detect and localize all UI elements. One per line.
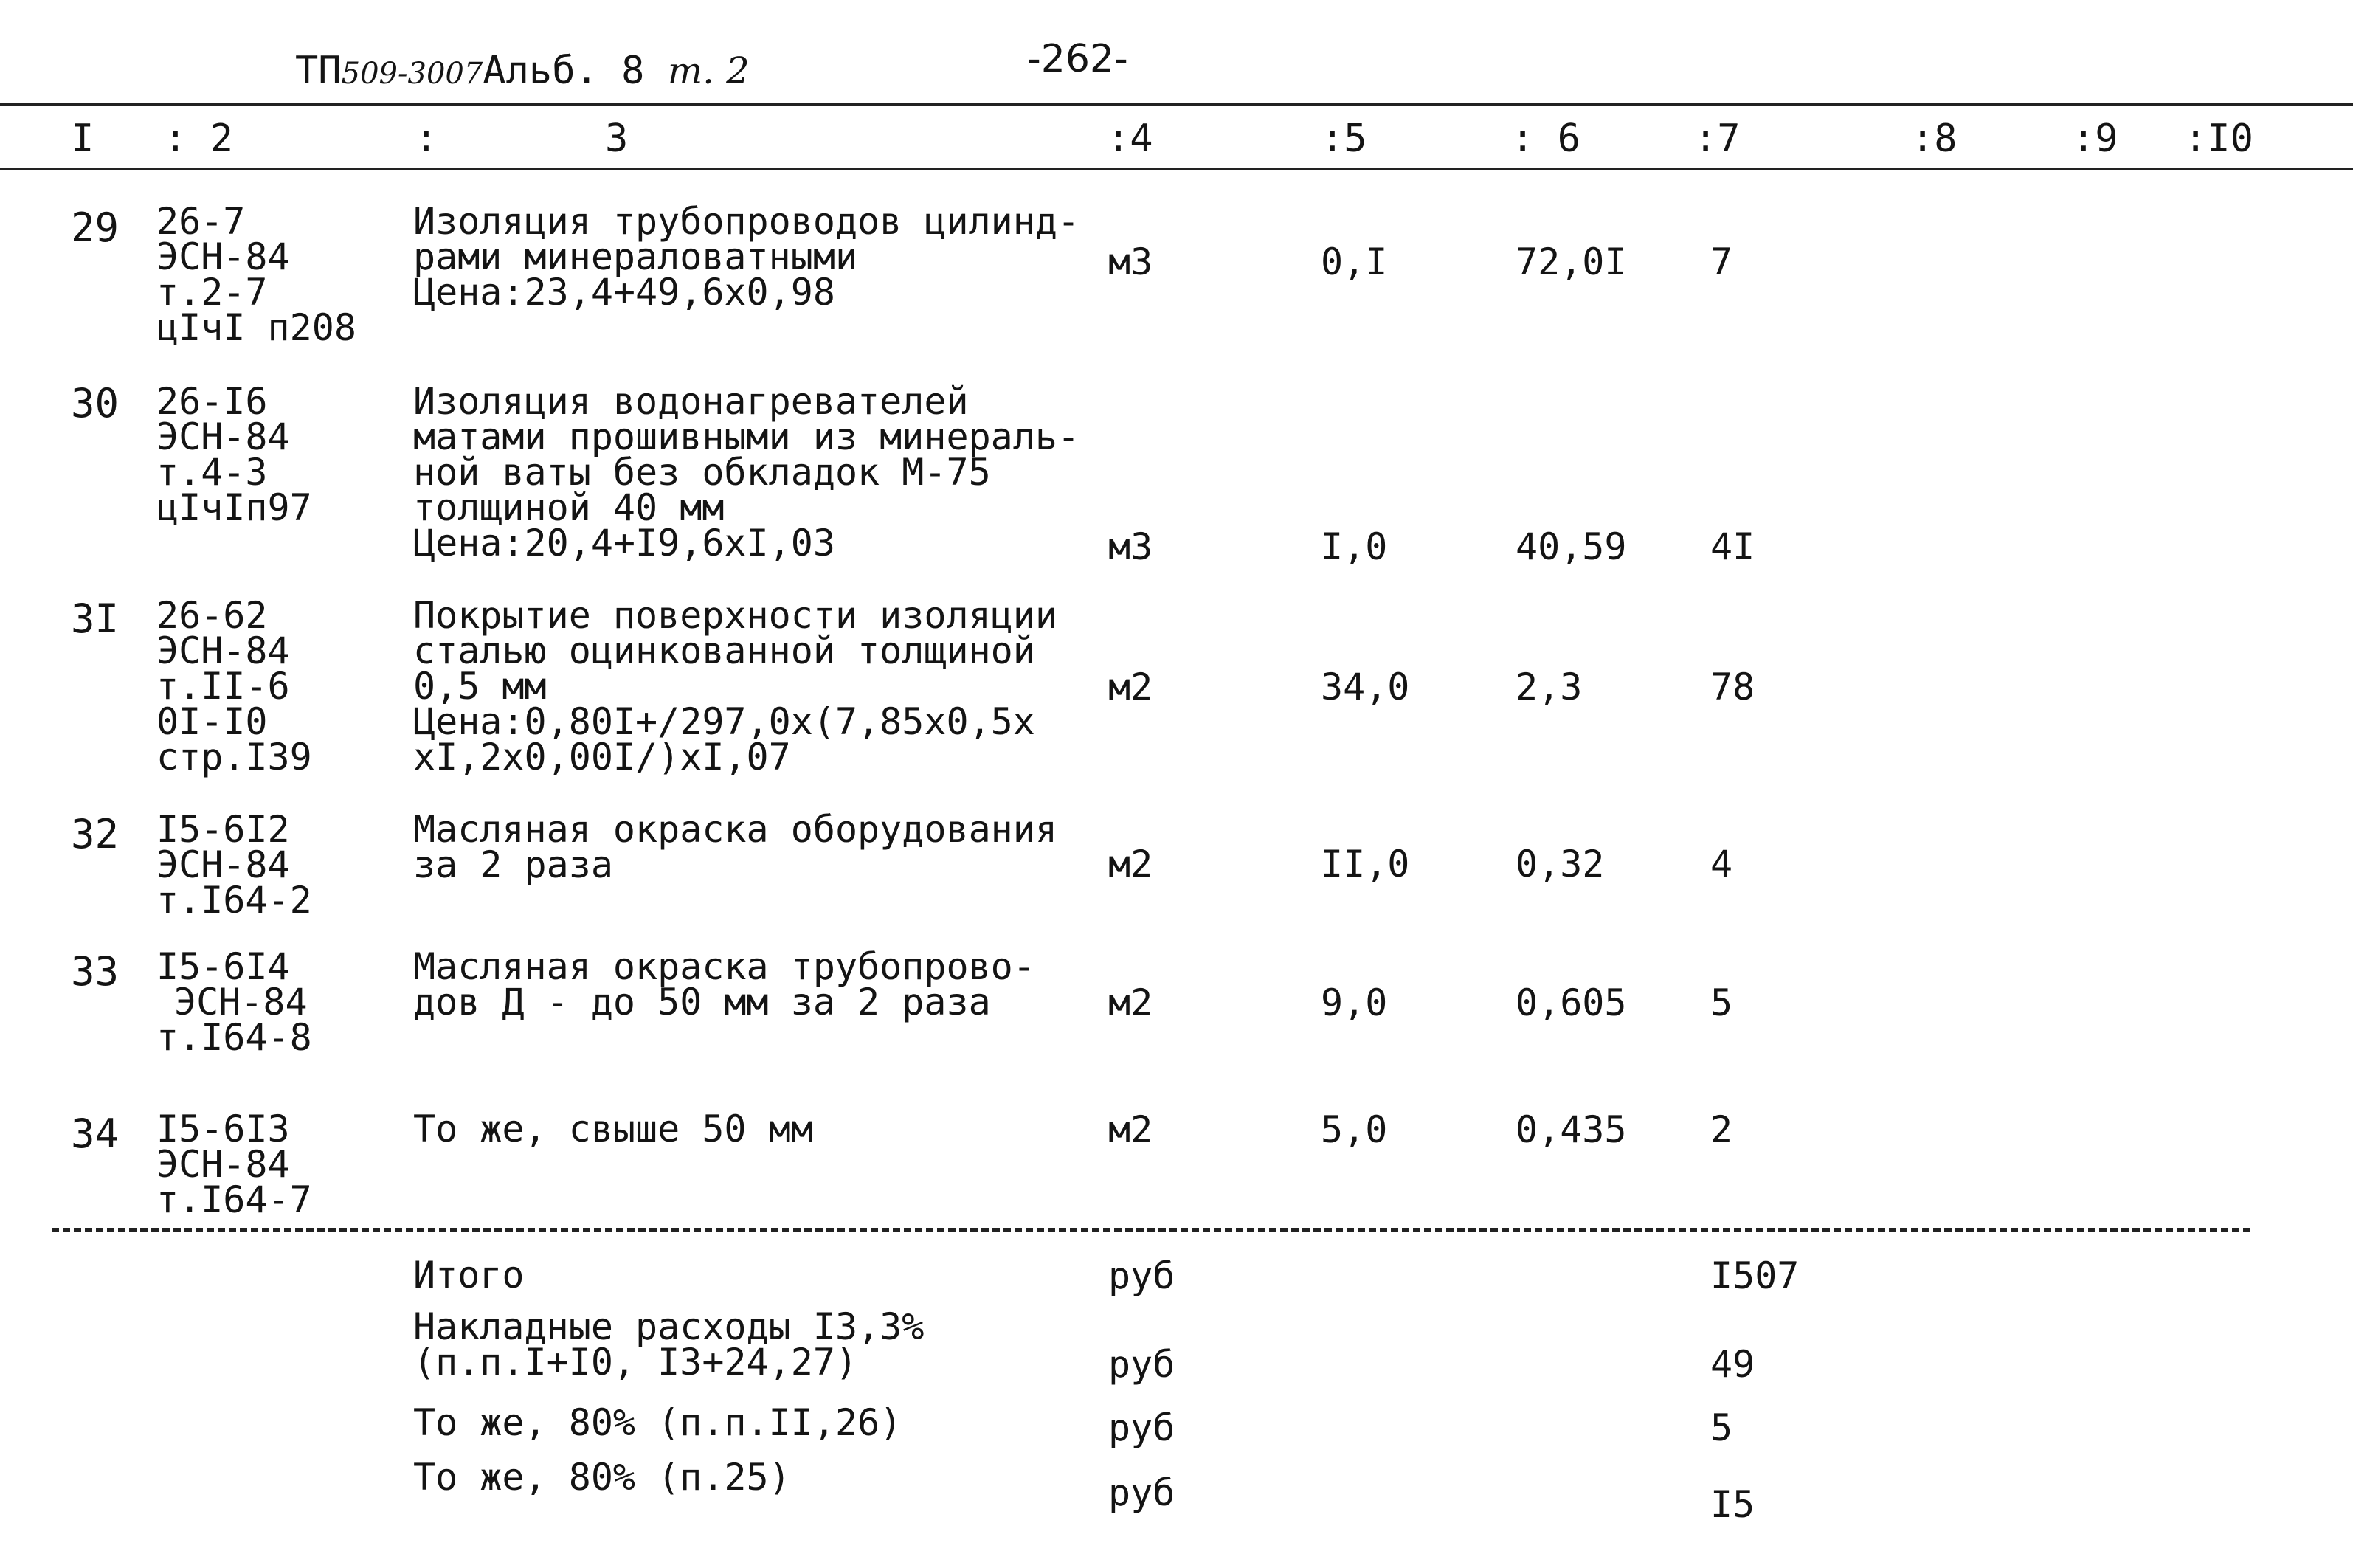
description-line: толщиной 40 мм [413, 486, 725, 529]
row-number: 30 [71, 380, 120, 426]
summary-total: I507 [1710, 1254, 1800, 1297]
code-line: ЭСН-84 [156, 415, 290, 458]
row-total: 78 [1710, 666, 1755, 708]
column-header-5: :5 [1321, 117, 1367, 161]
row-code [156, 200, 356, 349]
description-line: (п.п.I+I0, I3+24,27) [413, 1341, 858, 1384]
summary-unit: руб [1108, 1471, 1175, 1514]
column-header-10: :I0 [2184, 117, 2253, 161]
code-line: т.2-7 [156, 271, 268, 314]
description-line: сталью оцинкованной толщиной [413, 629, 1035, 672]
row-description [413, 594, 1057, 778]
column-header-4: :4 [1107, 117, 1153, 161]
row-code [156, 594, 312, 778]
row-quantity: I,0 [1321, 525, 1388, 568]
code-line: т.I64-8 [156, 1016, 312, 1059]
row-description [413, 945, 1035, 1023]
code-line: 26-I6 [156, 380, 268, 423]
column-header-8: :8 [1911, 117, 1958, 161]
row-unit: м2 [1108, 666, 1153, 708]
row-number: 34 [71, 1111, 120, 1157]
column-header-3: 3 [605, 117, 629, 161]
code-line: т.4-3 [156, 451, 268, 494]
doc-prefix: ТП [295, 49, 342, 93]
description-line: хI,2х0,00I/)хI,07 [413, 736, 791, 778]
row-code [156, 808, 312, 922]
code-line: ЭСН-84 [156, 235, 290, 278]
row-number: 29 [71, 204, 120, 251]
summary-description [413, 1254, 525, 1296]
code-line: цIчIп97 [156, 486, 312, 529]
row-total: 7 [1710, 241, 1733, 283]
row-quantity: 9,0 [1321, 981, 1388, 1024]
description-line: ной ваты без обкладок М-75 [413, 451, 991, 494]
row-unit: м3 [1108, 241, 1153, 283]
column-header-1: I [71, 117, 94, 161]
row-quantity: 5,0 [1321, 1108, 1388, 1151]
summary-unit: руб [1108, 1254, 1175, 1297]
code-line: 26-62 [156, 594, 268, 637]
row-number: 33 [71, 948, 120, 995]
code-line: ЭСН-84 [156, 629, 290, 672]
page-number: -262- [1027, 37, 1128, 81]
row-unit: м2 [1108, 843, 1153, 885]
header-bottom-rule [0, 168, 2353, 170]
summary-total: 49 [1710, 1343, 1755, 1386]
table-top-rule [0, 103, 2353, 106]
description-line: 0,5 мм [413, 665, 547, 708]
album-label: Альб. 8 [483, 49, 645, 93]
row-price: 0,32 [1516, 843, 1605, 885]
row-unit: м3 [1108, 525, 1153, 568]
row-price: 0,605 [1516, 981, 1627, 1024]
row-quantity: 34,0 [1321, 666, 1410, 708]
column-header-3-colon: : [415, 117, 438, 161]
description-line: Масляная окраска трубопрово- [413, 945, 1035, 988]
row-price: 72,0I [1516, 241, 1627, 283]
summary-unit: руб [1108, 1343, 1175, 1386]
row-unit: м2 [1108, 1108, 1153, 1151]
part-handwritten: т. 2 [667, 49, 750, 92]
description-line: Изоляция водонагревателей [413, 380, 969, 423]
row-description [413, 1108, 813, 1150]
code-line: стр.I39 [156, 736, 312, 778]
description-line: дов Д - до 50 мм за 2 раза [413, 981, 991, 1023]
row-total: 4I [1710, 525, 1755, 568]
summary-description [413, 1456, 791, 1499]
description-line: Изоляция трубопроводов цилинд- [413, 200, 1080, 243]
code-line: ЭСН-84 [156, 843, 290, 886]
code-line: 26-7 [156, 200, 246, 243]
description-line: То же, свыше 50 мм [413, 1108, 813, 1150]
code-line: ЭСН-84 [174, 981, 308, 1023]
summary-dashed-rule [52, 1228, 2250, 1232]
description-line: Итого [413, 1254, 525, 1296]
row-code [156, 1108, 312, 1221]
column-header-9: :9 [2072, 117, 2118, 161]
code-line: цIчI п208 [156, 306, 356, 349]
row-code [156, 380, 312, 529]
summary-total: I5 [1710, 1483, 1755, 1526]
description-line: Цена:0,80I+/297,0х(7,85х0,5х [413, 700, 1035, 743]
row-price: 0,435 [1516, 1108, 1627, 1151]
description-line: То же, 80% (п.25) [413, 1456, 791, 1499]
description-line: Масляная окраска оборудования [413, 808, 1057, 851]
row-price: 2,3 [1516, 666, 1583, 708]
row-number: 3I [71, 595, 120, 642]
description-line: матами прошивными из минераль- [413, 415, 1080, 458]
description-line: Цена:20,4+I9,6хI,03 [413, 522, 835, 564]
description-line: Цена:23,4+49,6х0,98 [413, 271, 835, 314]
row-number: 32 [71, 811, 120, 857]
column-header-2: : 2 [164, 117, 233, 161]
row-quantity: 0,I [1321, 241, 1388, 283]
summary-description [413, 1305, 925, 1384]
code-line: 0I-I0 [156, 700, 268, 743]
code-line: ЭСН-84 [156, 1143, 290, 1186]
code-line: I5-6I3 [156, 1108, 290, 1150]
document-reference [295, 49, 750, 93]
row-description [413, 200, 1080, 314]
row-description [413, 380, 1080, 564]
row-code [156, 945, 312, 1059]
summary-unit: руб [1108, 1406, 1175, 1449]
row-total: 4 [1710, 843, 1733, 885]
column-header-7: :7 [1694, 117, 1741, 161]
row-unit: м2 [1108, 981, 1153, 1024]
description-line: То же, 80% (п.п.II,26) [413, 1401, 902, 1444]
code-line: т.I64-7 [156, 1178, 312, 1221]
description-line: Покрытие поверхности изоляции [413, 594, 1057, 637]
row-price: 40,59 [1516, 525, 1627, 568]
doc-code-handwritten: 509-30 [341, 57, 446, 91]
description-line: за 2 раза [413, 843, 613, 886]
code-line: т.II-6 [156, 665, 290, 708]
summary-total: 5 [1710, 1406, 1733, 1449]
description-line: Накладные расходы I3,3% [413, 1305, 925, 1348]
code-line: I5-6I4 [156, 945, 290, 988]
code-line: I5-6I2 [156, 808, 290, 851]
doc-code-suffix-handwritten: 07 [445, 57, 483, 91]
row-total: 5 [1710, 981, 1733, 1024]
code-line: т.I64-2 [156, 879, 312, 922]
summary-description [413, 1401, 902, 1444]
column-header-6: : 6 [1511, 117, 1580, 161]
description-line: рами минераловатными [413, 235, 858, 278]
row-description [413, 808, 1057, 886]
row-total: 2 [1710, 1108, 1733, 1151]
row-quantity: II,0 [1321, 843, 1410, 885]
